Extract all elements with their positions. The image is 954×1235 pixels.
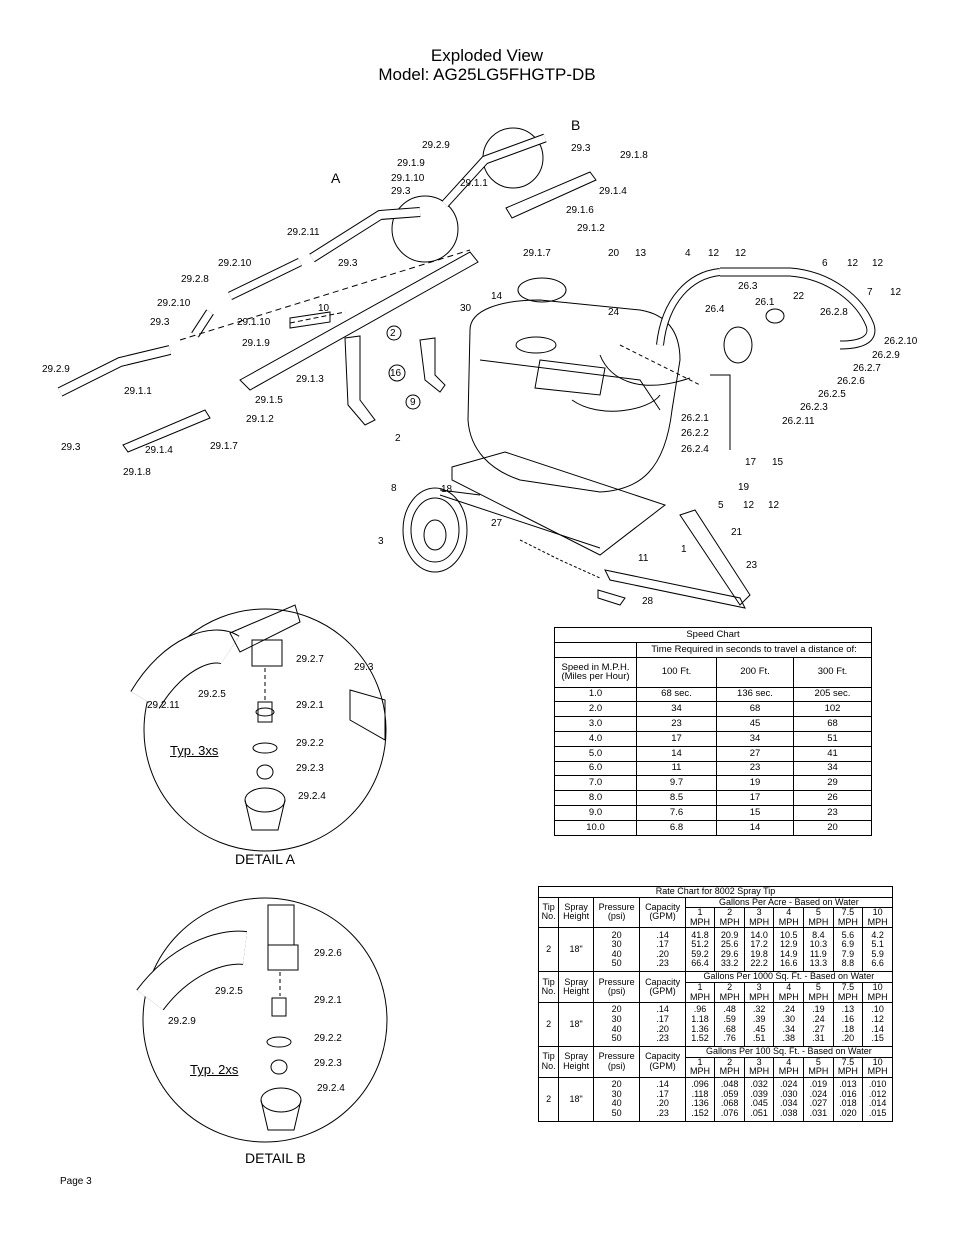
speed-chart-title: Speed Chart: [555, 628, 872, 643]
rate-chart-speed-header: 4 MPH: [774, 1057, 804, 1077]
rate-chart-title: Rate Chart for 8002 Spray Tip: [539, 887, 893, 898]
rate-chart-header-row: [539, 1047, 893, 1058]
part-callout: 26.2.1: [681, 413, 709, 424]
rate-chart-table: [538, 886, 893, 1122]
page-title-model: Model: AG25LG5FHGTP-DB: [378, 65, 596, 84]
rate-chart-speed-header: 3 MPH: [744, 1057, 774, 1077]
rate-chart-speed-header: 4 MPH: [774, 908, 804, 928]
detail-a-callout: 29.2.5: [198, 689, 226, 700]
rate-chart-data-row: [539, 1003, 893, 1047]
speed-chart-cell: 6.0: [555, 761, 637, 776]
part-callout: 26.2.8: [820, 307, 848, 318]
part-callout: 26.1: [755, 297, 775, 308]
part-callout: 1: [681, 544, 687, 555]
rate-chart-group-title: Gallons Per 100 Sq. Ft. - Based on Water: [685, 1047, 892, 1058]
speed-chart-cell: 34: [637, 702, 717, 717]
speed-chart-col-speed: Speed in M.P.H. (Miles per Hour): [555, 657, 637, 687]
part-callout: 7: [867, 287, 873, 298]
speed-chart-cell: 1.0: [555, 687, 637, 702]
detail-a-reference: A: [331, 170, 341, 186]
part-callout: 12: [768, 500, 780, 511]
speed-chart-cell: 7.0: [555, 776, 637, 791]
rate-chart-speed-header: 3 MPH: [744, 908, 774, 928]
speed-chart-row: [555, 746, 872, 761]
speed-chart-cell: 23: [794, 805, 872, 820]
part-callout: 29.2.9: [42, 364, 70, 375]
circle-callout-9: 9: [410, 397, 416, 408]
detail-a-callout: 29.2.7: [296, 654, 324, 665]
rate-chart-value: .10 .12 .14 .15: [863, 1003, 893, 1047]
rate-chart-h-tip: Tip No.: [539, 1047, 559, 1078]
detail-a-label: DETAIL A: [235, 851, 295, 867]
speed-chart-row: [555, 761, 872, 776]
part-callout: 24: [608, 307, 620, 318]
rate-chart-value: .048 .059 .068 .076: [715, 1077, 745, 1121]
part-callout: 29.1.4: [145, 445, 173, 456]
rate-chart-h-height: Spray Height: [559, 972, 594, 1003]
speed-chart-row: [555, 702, 872, 717]
rate-chart-tip: 2: [539, 928, 559, 972]
rate-chart-speed-header: 1 MPH: [685, 908, 715, 928]
part-callout: 26.2.4: [681, 444, 709, 455]
part-callout: 15: [772, 457, 784, 468]
detail-a-callout: 29.2.11: [147, 700, 180, 711]
rate-chart-speed-header: 7.5 MPH: [833, 1057, 863, 1077]
rate-chart-h-tip: Tip No.: [539, 897, 559, 928]
rate-chart-value: 5.6 6.9 7.9 8.8: [833, 928, 863, 972]
speed-chart-cell: 9.0: [555, 805, 637, 820]
detail-a-typ-note: Typ. 3xs: [170, 743, 219, 758]
rate-chart-height: 18": [559, 928, 594, 972]
speed-chart-cell: 5.0: [555, 746, 637, 761]
speed-chart-col-100: 100 Ft.: [637, 657, 717, 687]
part-callout: 8: [391, 483, 397, 494]
part-callout: 26.3: [738, 281, 758, 292]
speed-chart-cell: 7.6: [637, 805, 717, 820]
rate-chart-value: .024 .030 .034 .038: [774, 1077, 804, 1121]
detail-b-typ-note: Typ. 2xs: [190, 1062, 239, 1077]
rate-chart-value: 41.8 51.2 59.2 66.4: [685, 928, 715, 972]
rate-chart-value: .24 .30 .34 .38: [774, 1003, 804, 1047]
speed-chart-cell: 17: [717, 791, 794, 806]
part-callout: 12: [847, 258, 859, 269]
rate-chart-h-pressure: Pressure (psi): [593, 897, 640, 928]
page-title-line1: Exploded View: [430, 46, 544, 65]
part-callout: 12: [743, 500, 755, 511]
part-callout: 10: [318, 303, 330, 314]
rate-chart-speed-header: 10 MPH: [863, 982, 893, 1002]
rate-chart-value: .096 .118 .136 .152: [685, 1077, 715, 1121]
speed-chart-cell: 23: [637, 717, 717, 732]
detail-b-callout: 29.2.2: [314, 1033, 342, 1044]
speed-chart-cell: 68 sec.: [637, 687, 717, 702]
speed-chart-cell: 51: [794, 731, 872, 746]
part-callout: 22: [793, 291, 805, 302]
part-callout: 26.4: [705, 304, 725, 315]
rate-chart-tip: 2: [539, 1077, 559, 1121]
speed-chart-cell: 2.0: [555, 702, 637, 717]
rate-chart-data-row: [539, 928, 893, 972]
detail-b-callout: 29.2.5: [215, 986, 243, 997]
detail-a-callout: 29.2.3: [296, 763, 324, 774]
speed-chart-cell: 68: [794, 717, 872, 732]
speed-chart-cell: 29: [794, 776, 872, 791]
detail-b-callout: 29.2.1: [314, 995, 342, 1006]
rate-chart-speed-header: 10 MPH: [863, 1057, 893, 1077]
rate-chart-speed-header: 5 MPH: [804, 908, 834, 928]
part-callout: 26.2.2: [681, 428, 709, 439]
part-callout: 29.1.4: [599, 186, 627, 197]
speed-chart-col-300: 300 Ft.: [794, 657, 872, 687]
rate-chart-header-row: [539, 972, 893, 983]
rate-chart-value: .48 .59 .68 .76: [715, 1003, 745, 1047]
part-callout: 29.1.3: [296, 374, 324, 385]
speed-chart-cell: 19: [717, 776, 794, 791]
part-callout: 29.1.6: [566, 205, 594, 216]
part-callout: 13: [635, 248, 647, 259]
speed-chart-cell: 4.0: [555, 731, 637, 746]
rate-chart-value: 8.4 10.3 11.9 13.3: [804, 928, 834, 972]
speed-chart-cell: 41: [794, 746, 872, 761]
rate-chart-speed-header: 1 MPH: [685, 982, 715, 1002]
part-callout: 29.1.1: [124, 386, 152, 397]
part-callout: 6: [822, 258, 828, 269]
speed-chart-cell: 68: [717, 702, 794, 717]
rate-chart-value: .96 1.18 1.36 1.52: [685, 1003, 715, 1047]
circle-callout-2: 2: [390, 328, 396, 339]
rate-chart-height: 18": [559, 1003, 594, 1047]
part-callout: 26.2.10: [884, 336, 918, 347]
speed-chart-row: [555, 805, 872, 820]
speed-chart-subheader: Time Required in seconds to travel a distance of:: [637, 642, 872, 657]
speed-chart-cell: 14: [637, 746, 717, 761]
speed-chart-blank: [555, 642, 637, 657]
rate-chart-capacity: .14 .17 .20 .23: [640, 1003, 685, 1047]
rate-chart-value: 14.0 17.2 19.8 22.2: [744, 928, 774, 972]
part-callout: 4: [685, 248, 691, 259]
rate-chart-h-height: Spray Height: [559, 1047, 594, 1078]
part-callout: 23: [746, 560, 758, 571]
part-callout: 29.1.10: [391, 173, 425, 184]
part-callout: 12: [890, 287, 902, 298]
part-callout: 29.2.9: [422, 140, 450, 151]
rate-chart-speed-header: 4 MPH: [774, 982, 804, 1002]
rate-chart-value: .019 .024 .027 .031: [804, 1077, 834, 1121]
detail-b-callout: 29.2.4: [317, 1083, 345, 1094]
rate-chart-capacity: .14 .17 .20 .23: [640, 928, 685, 972]
part-callout: 3: [378, 536, 384, 547]
circle-callout-16: 16: [390, 368, 402, 379]
rate-chart-pressure: 20 30 40 50: [593, 928, 640, 972]
detail-a-callout: 29.2.4: [298, 791, 326, 802]
part-callout: 21: [731, 527, 743, 538]
rate-chart-height: 18": [559, 1077, 594, 1121]
part-callout: 27: [491, 518, 503, 529]
rate-chart-pressure: 20 30 40 50: [593, 1003, 640, 1047]
part-callout: 11: [638, 553, 649, 564]
rate-chart-speed-header: 2 MPH: [715, 908, 745, 928]
part-callout: 18: [441, 484, 453, 495]
rate-chart-value: .32 .39 .45 .51: [744, 1003, 774, 1047]
part-callout: 29.1.8: [123, 467, 151, 478]
rate-chart-speed-header: 2 MPH: [715, 982, 745, 1002]
part-callout: 28: [642, 596, 654, 607]
detail-b-reference: B: [571, 117, 581, 133]
rate-chart-speed-header: 2 MPH: [715, 1057, 745, 1077]
part-callout: 29.1.9: [397, 158, 425, 169]
speed-chart-row: [555, 687, 872, 702]
speed-chart-row: [555, 820, 872, 835]
speed-chart-cell: 205 sec.: [794, 687, 872, 702]
detail-b-callout: 29.2.9: [168, 1016, 196, 1027]
rate-chart-value: .13 .16 .18 .20: [833, 1003, 863, 1047]
rate-chart-value: .010 .012 .014 .015: [863, 1077, 893, 1121]
speed-chart-row: [555, 717, 872, 732]
part-callout: 29.3: [61, 442, 81, 453]
part-callout: 12: [872, 258, 884, 269]
part-callout: 26.2.7: [853, 363, 881, 374]
part-callout: 29.3: [391, 186, 411, 197]
rate-chart-speed-header: 7.5 MPH: [833, 908, 863, 928]
speed-chart-cell: 34: [794, 761, 872, 776]
speed-chart-cell: 3.0: [555, 717, 637, 732]
speed-chart-cell: 23: [717, 761, 794, 776]
detail-a-callout: 29.3: [354, 662, 374, 673]
part-callout: 29.3: [338, 258, 358, 269]
rate-chart-h-capacity: Capacity (GPM): [640, 972, 685, 1003]
speed-chart-row: [555, 731, 872, 746]
rate-chart-capacity: .14 .17 .20 .23: [640, 1077, 685, 1121]
detail-b-callout: 29.2.6: [314, 948, 342, 959]
part-callout: 29.1.8: [620, 150, 648, 161]
rate-chart-h-capacity: Capacity (GPM): [640, 897, 685, 928]
part-callout: 17: [745, 457, 757, 468]
speed-chart-col-200: 200 Ft.: [717, 657, 794, 687]
rate-chart-value: .032 .039 .045 .051: [744, 1077, 774, 1121]
rate-chart-speed-header: 10 MPH: [863, 908, 893, 928]
rate-chart-value: 4.2 5.1 5.9 6.6: [863, 928, 893, 972]
part-callout: 26.2.9: [872, 350, 900, 361]
rate-chart-value: .19 .24 .27 .31: [804, 1003, 834, 1047]
detail-a-callout: 29.2.2: [296, 738, 324, 749]
part-callout: 29.1.7: [210, 441, 238, 452]
part-callout: 29.1.2: [246, 414, 274, 425]
rate-chart-value: 20.9 25.6 29.6 33.2: [715, 928, 745, 972]
rate-chart-h-pressure: Pressure (psi): [593, 972, 640, 1003]
speed-chart-cell: 6.8: [637, 820, 717, 835]
rate-chart-h-tip: Tip No.: [539, 972, 559, 1003]
part-callout: 12: [708, 248, 720, 259]
speed-chart-row: [555, 776, 872, 791]
rate-chart-group-title: Gallons Per 1000 Sq. Ft. - Based on Water: [685, 972, 892, 983]
rate-chart-speed-header: 3 MPH: [744, 982, 774, 1002]
speed-chart-cell: 8.0: [555, 791, 637, 806]
part-callout: 29.1.1: [460, 178, 488, 189]
part-callout: 14: [491, 291, 503, 302]
speed-chart-cell: 17: [637, 731, 717, 746]
rate-chart-h-capacity: Capacity (GPM): [640, 1047, 685, 1078]
speed-chart-table: [554, 627, 872, 836]
part-callout: 29.1.10: [237, 317, 271, 328]
part-callout: 26.2.5: [818, 389, 846, 400]
speed-chart-row: [555, 791, 872, 806]
rate-chart-speed-header: 7.5 MPH: [833, 982, 863, 1002]
speed-chart-cell: 27: [717, 746, 794, 761]
speed-chart-rows: [555, 687, 872, 835]
rate-chart-speed-header: 5 MPH: [804, 982, 834, 1002]
rate-chart-speed-header: 5 MPH: [804, 1057, 834, 1077]
speed-chart-cell: 20: [794, 820, 872, 835]
rate-chart-pressure: 20 30 40 50: [593, 1077, 640, 1121]
rate-chart-h-height: Spray Height: [559, 897, 594, 928]
rate-chart-data-row: [539, 1077, 893, 1121]
speed-chart-cell: 8.5: [637, 791, 717, 806]
detail-b-label: DETAIL B: [245, 1150, 306, 1166]
speed-chart-cell: 26: [794, 791, 872, 806]
part-callout: 30: [460, 303, 472, 314]
part-callout: 26.2.3: [800, 402, 828, 413]
part-callout: 29.1.7: [523, 248, 551, 259]
speed-chart-cell: 10.0: [555, 820, 637, 835]
speed-chart-cell: 11: [637, 761, 717, 776]
speed-chart-cell: 45: [717, 717, 794, 732]
speed-chart-cell: 14: [717, 820, 794, 835]
part-callout: 29.3: [150, 317, 170, 328]
part-callout: 29.1.9: [242, 338, 270, 349]
detail-a-callout: 29.2.1: [296, 700, 324, 711]
rate-chart-h-pressure: Pressure (psi): [593, 1047, 640, 1078]
rate-chart-tip: 2: [539, 1003, 559, 1047]
part-callout: 29.2.8: [181, 274, 209, 285]
part-callout: 29.2.10: [157, 298, 191, 309]
part-callout: 29.2.11: [287, 227, 320, 238]
speed-chart-cell: 9.7: [637, 776, 717, 791]
part-callout: 29.3: [571, 143, 591, 154]
part-callout: 26.2.11: [782, 416, 815, 427]
rate-chart-value: .013 .016 .018 .020: [833, 1077, 863, 1121]
speed-chart-cell: 15: [717, 805, 794, 820]
part-callout: 12: [735, 248, 747, 259]
part-callout: 5: [718, 500, 724, 511]
part-callout: 2: [395, 433, 401, 444]
rate-chart-group-title: Gallons Per Acre - Based on Water: [685, 897, 892, 908]
detail-b-callout: 29.2.3: [314, 1058, 342, 1069]
speed-chart-cell: 136 sec.: [717, 687, 794, 702]
part-callout: 29.1.5: [255, 395, 283, 406]
speed-chart-cell: 102: [794, 702, 872, 717]
rate-chart-value: 10.5 12.9 14.9 16.6: [774, 928, 804, 972]
part-callout: 26.2.6: [837, 376, 865, 387]
rate-chart-body: [539, 897, 893, 1121]
part-callout: 29.1.2: [577, 223, 605, 234]
part-callout: 19: [738, 482, 750, 493]
rate-chart-header-row: [539, 897, 893, 908]
rate-chart-speed-header: 1 MPH: [685, 1057, 715, 1077]
part-callout: 20: [608, 248, 620, 259]
speed-chart-cell: 34: [717, 731, 794, 746]
page-number: Page 3: [60, 1176, 92, 1187]
part-callout: 29.2.10: [218, 258, 252, 269]
